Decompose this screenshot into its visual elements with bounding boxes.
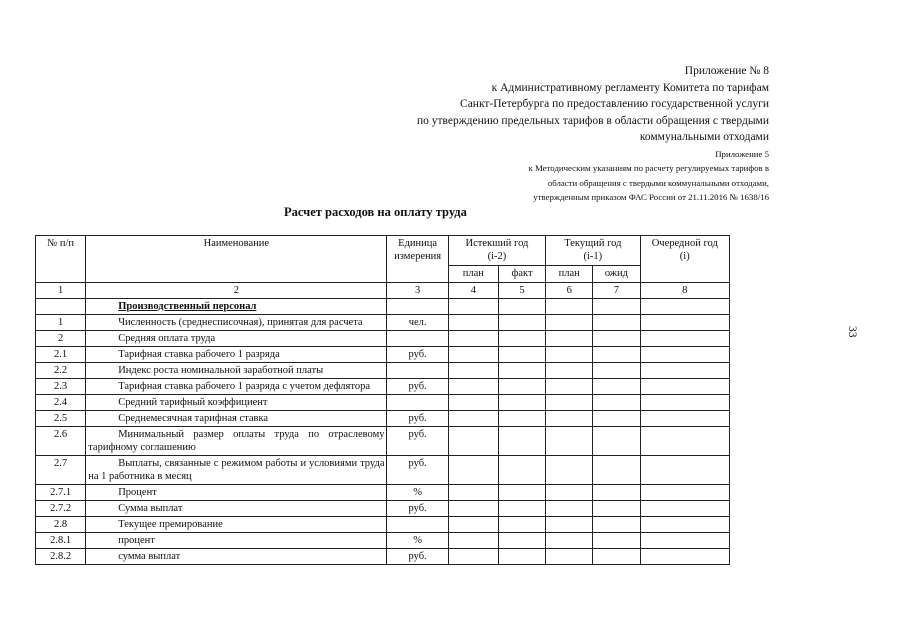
value-cell — [448, 549, 498, 565]
value-cell — [498, 517, 545, 533]
row-name: Среднемесячная тарифная ставка — [86, 411, 387, 427]
row-number: 2.7.2 — [36, 501, 86, 517]
header-current-sub: (i-1) — [583, 251, 603, 262]
labor-cost-table — [35, 235, 730, 565]
value-cell — [593, 379, 640, 395]
value-cell — [640, 501, 729, 517]
value-cell — [593, 485, 640, 501]
value-cell — [448, 456, 498, 485]
value-cell — [448, 331, 498, 347]
row-name: сумма выплат — [86, 549, 387, 565]
value-cell — [640, 379, 729, 395]
header-plan-current: план — [546, 266, 593, 283]
value-cell — [498, 347, 545, 363]
row-name: Тарифная ставка рабочего 1 разряда с учетом дефлятора — [86, 379, 387, 395]
header-num: № п/п — [36, 236, 86, 283]
method-line: к Методическим указаниям по расчету регулируемых тарифов в — [528, 163, 769, 173]
value-cell — [546, 427, 593, 456]
value-cell — [498, 485, 545, 501]
value-cell — [498, 379, 545, 395]
value-cell — [640, 315, 729, 331]
row-name: процент — [86, 533, 387, 549]
row-name: Средняя оплата труда — [86, 331, 387, 347]
row-number: 2.2 — [36, 363, 86, 379]
value-cell — [448, 411, 498, 427]
value-cell — [640, 331, 729, 347]
header-next-year — [640, 236, 729, 283]
value-cell — [498, 331, 545, 347]
row-unit: руб. — [387, 427, 448, 456]
value-cell — [640, 347, 729, 363]
row-number: 2.7 — [36, 456, 86, 485]
value-cell — [593, 395, 640, 411]
value-cell — [546, 363, 593, 379]
header-plan: план — [448, 266, 498, 283]
column-number-row — [36, 283, 730, 299]
table-row — [36, 456, 730, 485]
value-cell — [640, 427, 729, 456]
column-number: 6 — [546, 283, 593, 299]
value-cell — [546, 456, 593, 485]
row-number: 2 — [36, 331, 86, 347]
value-cell — [546, 533, 593, 549]
table-row — [36, 347, 730, 363]
value-cell — [593, 533, 640, 549]
document-title: Расчет расходов на оплату труда — [284, 205, 467, 219]
row-name: Тарифная ставка рабочего 1 разряда — [86, 347, 387, 363]
row-unit: чел. — [387, 315, 448, 331]
value-cell — [546, 549, 593, 565]
value-cell — [448, 315, 498, 331]
appendix-line: по утверждению предельных тарифов в области обращения с твердыми — [416, 114, 769, 127]
section-row — [36, 299, 730, 315]
row-name: Минимальный размер оплаты труда по отраслевому тарифному соглашению — [86, 427, 387, 456]
row-name: Выплаты, связанные с режимом работы и условиями труда на 1 работника в месяц — [86, 456, 387, 485]
value-cell — [498, 456, 545, 485]
column-number: 2 — [86, 283, 387, 299]
table-body — [36, 315, 730, 565]
value-cell — [640, 533, 729, 549]
row-unit: % — [387, 533, 448, 549]
value-cell — [593, 347, 640, 363]
value-cell — [546, 517, 593, 533]
header-expired-year — [448, 236, 545, 266]
header-current-year — [546, 236, 640, 266]
row-number: 2.3 — [36, 379, 86, 395]
header-current-label: Текущий год — [564, 238, 622, 249]
row-unit — [387, 331, 448, 347]
table-row — [36, 395, 730, 411]
method-line: Приложение 5 — [715, 148, 769, 159]
row-name: Процент — [86, 485, 387, 501]
value-cell — [498, 533, 545, 549]
value-cell — [546, 331, 593, 347]
value-cell — [448, 363, 498, 379]
value-cell — [498, 501, 545, 517]
value-cell — [448, 485, 498, 501]
value-cell — [640, 363, 729, 379]
row-unit: руб. — [387, 549, 448, 565]
column-number: 7 — [593, 283, 640, 299]
table-row — [36, 485, 730, 501]
header-next-sub: (i) — [679, 251, 690, 262]
table-row — [36, 517, 730, 533]
column-number: 3 — [387, 283, 448, 299]
header-expired-sub: (i-2) — [487, 251, 507, 262]
value-cell — [640, 411, 729, 427]
value-cell — [593, 517, 640, 533]
value-cell — [546, 485, 593, 501]
appendix-line: Приложение № 8 — [684, 65, 769, 77]
value-cell — [593, 501, 640, 517]
value-cell — [448, 395, 498, 411]
value-cell — [498, 315, 545, 331]
value-cell — [448, 533, 498, 549]
value-cell — [546, 347, 593, 363]
row-unit: руб. — [387, 411, 448, 427]
row-number: 2.8.2 — [36, 549, 86, 565]
header-row — [36, 236, 730, 266]
value-cell — [448, 517, 498, 533]
value-cell — [448, 501, 498, 517]
page-number: 33 — [846, 326, 858, 338]
table-row — [36, 501, 730, 517]
row-number: 2.6 — [36, 427, 86, 456]
row-unit — [387, 395, 448, 411]
row-name: Сумма выплат — [86, 501, 387, 517]
row-number: 2.1 — [36, 347, 86, 363]
value-cell — [640, 485, 729, 501]
value-cell — [640, 549, 729, 565]
value-cell — [546, 501, 593, 517]
value-cell — [546, 379, 593, 395]
row-number: 2.8 — [36, 517, 86, 533]
row-number: 2.8.1 — [36, 533, 86, 549]
value-cell — [593, 549, 640, 565]
table-row — [36, 533, 730, 549]
row-unit: руб. — [387, 379, 448, 395]
header-expected: ожид — [593, 266, 640, 283]
row-unit: % — [387, 485, 448, 501]
header-expired-label: Истекший год — [465, 238, 529, 249]
row-unit: руб. — [387, 501, 448, 517]
value-cell — [593, 427, 640, 456]
value-cell — [498, 411, 545, 427]
section-title: Производственный персонал — [86, 299, 387, 315]
column-number: 1 — [36, 283, 86, 299]
table-row — [36, 427, 730, 456]
value-cell — [640, 456, 729, 485]
table-row — [36, 549, 730, 565]
table-row — [36, 379, 730, 395]
value-cell — [498, 427, 545, 456]
row-name: Численность (среднесписочная), принятая для расчета — [86, 315, 387, 331]
appendix-line: к Административному регламенту Комитета по тарифам — [491, 81, 769, 94]
row-number: 1 — [36, 315, 86, 331]
row-name: Индекс роста номинальной заработной платы — [86, 363, 387, 379]
value-cell — [593, 331, 640, 347]
value-cell — [593, 456, 640, 485]
column-number: 4 — [448, 283, 498, 299]
row-name: Средний тарифный коэффициент — [86, 395, 387, 411]
header-fact: факт — [498, 266, 545, 283]
row-unit: руб. — [387, 347, 448, 363]
method-line: утвержденным приказом ФАС России от 21.11.2016 № 1638/16 — [533, 192, 769, 202]
column-number: 5 — [498, 283, 545, 299]
value-cell — [448, 347, 498, 363]
table-row — [36, 363, 730, 379]
value-cell — [498, 363, 545, 379]
method-line: области обращения с твердыми коммунальными отходами, — [547, 177, 769, 188]
value-cell — [498, 549, 545, 565]
appendix-line: Санкт-Петербурга по предоставлению государственной услуги — [460, 98, 769, 110]
column-number: 8 — [640, 283, 729, 299]
value-cell — [498, 395, 545, 411]
value-cell — [593, 315, 640, 331]
value-cell — [546, 395, 593, 411]
value-cell — [640, 517, 729, 533]
row-unit — [387, 517, 448, 533]
header-unit: Единица измерения — [387, 236, 448, 283]
document-header — [417, 63, 769, 204]
appendix-line: коммунальными отходами — [639, 131, 769, 143]
row-name: Текущее премирование — [86, 517, 387, 533]
header-next-label: Очередной год — [651, 238, 718, 249]
row-number: 2.5 — [36, 411, 86, 427]
value-cell — [546, 315, 593, 331]
row-unit: руб. — [387, 456, 448, 485]
table-row — [36, 315, 730, 331]
value-cell — [448, 379, 498, 395]
row-number: 2.4 — [36, 395, 86, 411]
header-name: Наименование — [86, 236, 387, 283]
value-cell — [546, 411, 593, 427]
row-unit — [387, 363, 448, 379]
table-row — [36, 331, 730, 347]
value-cell — [640, 395, 729, 411]
table-row — [36, 411, 730, 427]
value-cell — [593, 411, 640, 427]
value-cell — [593, 363, 640, 379]
value-cell — [448, 427, 498, 456]
row-number: 2.7.1 — [36, 485, 86, 501]
